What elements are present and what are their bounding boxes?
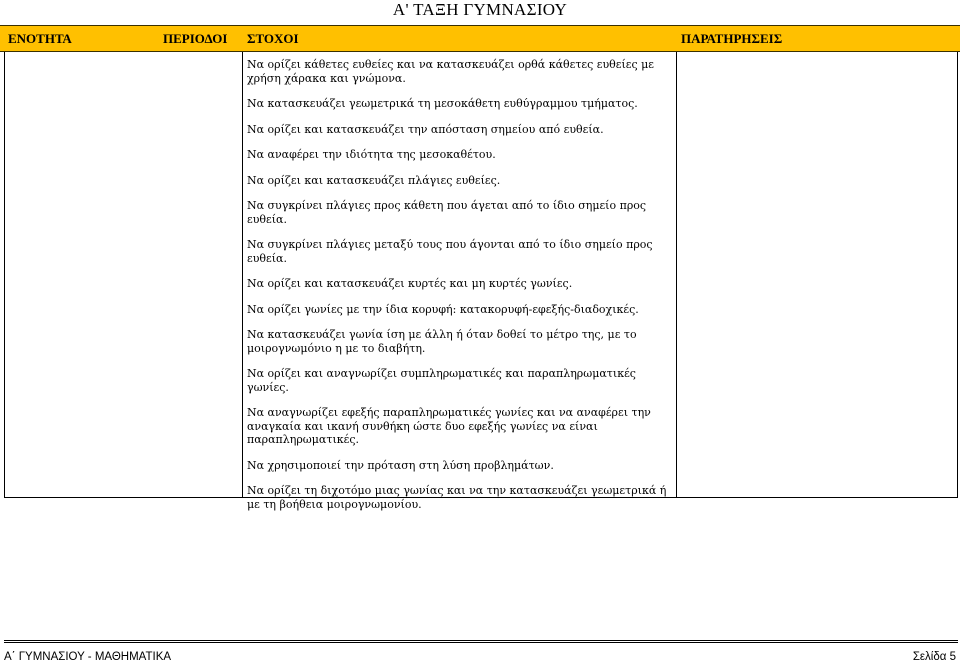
objective-item: Να αναγνωρίζει εφεξής παραπληρωματικές γωνίες και να αναφέρει την αναγκαία και ικανή συνθήκη ώστε δυο εφεξής γωνίες να είναι παραπληρωματικές.	[247, 406, 651, 446]
objective-item: Να κατασκευάζει γεωμετρικά τη μεσοκάθετη ευθύγραμμου τμήματος.	[247, 97, 638, 110]
header-notes: ΠΑΡΑΤΗΡΗΣΕΙΣ	[681, 31, 783, 46]
objective-item: Να συγκρίνει πλάγιες μεταξύ τους που άγονται από το ίδιο σημείο προς ευθεία.	[247, 238, 653, 265]
objective-item: Να ορίζει και κατασκευάζει την απόσταση σημείου από ευθεία.	[247, 122, 604, 136]
column-divider	[242, 52, 243, 497]
objective-item: Να κατασκευάζει γωνία ίση με άλλη ή όταν δοθεί το μέτρο της, με το μοιρογνωμόνιο η με το διαβήτη.	[247, 328, 637, 355]
footer-course: Α΄ ΓΥΜΝΑΣΙΟΥ - ΜΑΘΗΜΑΤΙΚΑ	[4, 651, 172, 663]
table-header	[0, 25, 960, 52]
objective-item: Να ορίζει γωνίες με την ίδια κορυφή: κατακορυφή-εφεξής-διαδοχικές.	[247, 302, 639, 316]
objective-item: Να αναφέρει την ιδιότητα της μεσοκαθέτου.	[247, 148, 496, 161]
objective-item: Να ορίζει και κατασκευάζει κυρτές και μη κυρτές γωνίες.	[247, 277, 573, 290]
objective-item: Να χρησιμοποιεί την πρόταση στη λύση προβλημάτων.	[247, 458, 554, 472]
page-title: Α' ΤΑΞΗ ΓΥΜΝΑΣΙΟΥ	[392, 0, 568, 19]
objectives-list	[247, 58, 677, 523]
header-unit: ΕΝΟΤΗΤΑ	[8, 31, 72, 46]
header-periods: ΠΕΡΙΟΔΟΙ	[163, 31, 228, 46]
objective-item: Να ορίζει και αναγνωρίζει συμπληρωματικές και παραπληρωματικές γωνίες.	[247, 367, 636, 394]
objective-item: Να ορίζει και κατασκευάζει πλάγιες ευθείες.	[247, 173, 501, 187]
objective-item: Να συγκρίνει πλάγιες προς κάθετη που άγεται από το ίδιο σημείο προς ευθεία.	[247, 199, 647, 226]
objective-item: Να ορίζει τη διχοτόμο μιας γωνίας και να την κατασκευάζει γεωμετρικά ή με τη βοήθεια μοιρογνωμονίου.	[247, 484, 667, 511]
header-objectives: ΣΤΟΧΟΙ	[247, 31, 299, 46]
footer-page-number: Σελίδα 5	[912, 651, 956, 663]
footer-divider	[4, 640, 958, 643]
objective-item: Να ορίζει κάθετες ευθείες και να κατασκευάζει ορθά κάθετες ευθείες με χρήση χάρακα και γνώμονα.	[247, 58, 654, 85]
